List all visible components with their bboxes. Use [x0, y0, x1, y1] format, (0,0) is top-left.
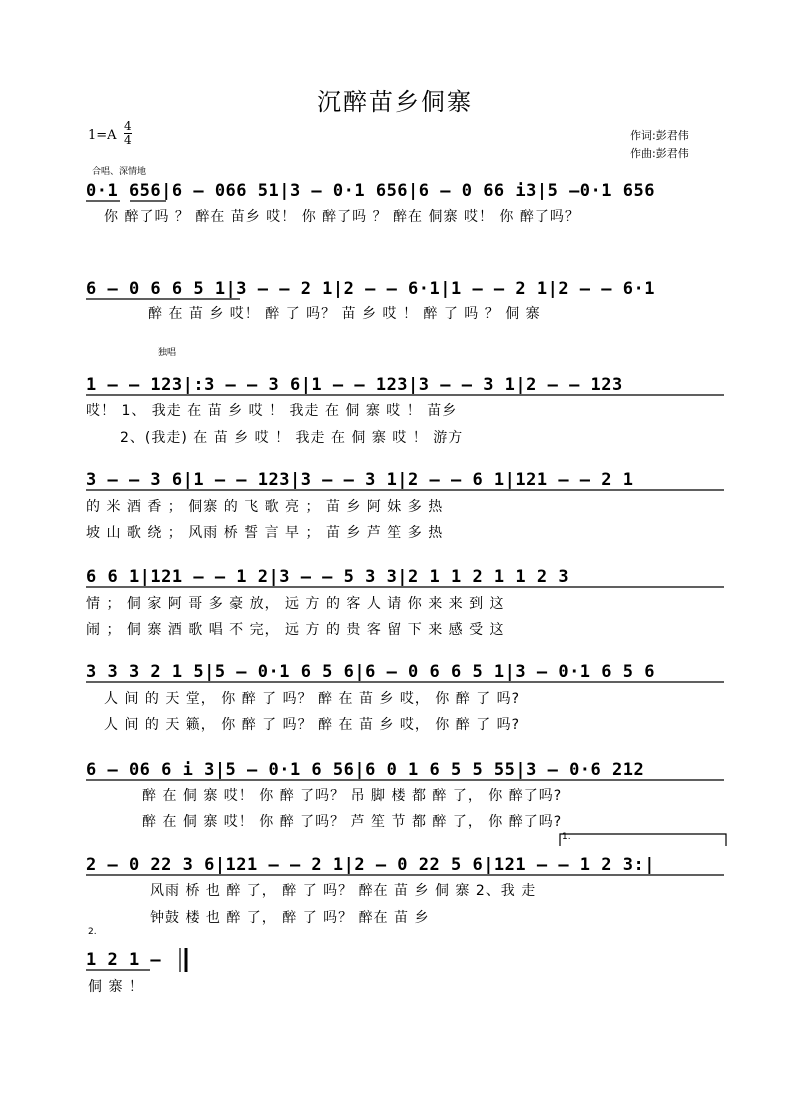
lyric-line-7-verse-1: 醉 在 侗 寨 哎！ 你 醉 了吗？ 吊 脚 楼 都 醉 了， 你 醉了吗?: [142, 788, 563, 804]
lyric-line-7-verse-2: 醉 在 侗 寨 哎！ 你 醉 了吗？ 芦 笙 节 都 醉 了， 你 醉了吗?: [142, 814, 563, 830]
lyric-line-5-verse-2: 闹 ； 侗 寨 酒 歌 唱 不 完， 远 方 的 贵 客 留 下 来 感 受 这: [86, 622, 505, 638]
lyric-line-1-verse-1: 你 醉了吗 ？ 醉在 苗乡 哎！ 你 醉了吗 ？ 醉在 侗寨 哎！ 你 醉了吗？: [104, 209, 580, 225]
notation-line-6: 3 3 3 2 1 5|5 – 0·1 6 5 6|6 – 0 6 6 5 1|3 – 0·1 6 5 6: [86, 662, 655, 682]
chorus-marking: 合唱、深情地: [92, 167, 147, 177]
lyric-line-4-verse-1: 的 米 酒 香 ； 侗寨 的 飞 歌 亮 ； 苗 乡 阿 妹 多 热: [86, 499, 444, 515]
solo-marking: 独唱: [158, 348, 177, 358]
first-ending-marking: 1.: [562, 832, 571, 842]
lyric-line-6-verse-1: 人 间 的 天 堂， 你 醉 了 吗？ 醉 在 苗 乡 哎， 你 醉 了 吗?: [104, 691, 521, 707]
notation-line-1: 0·1 656|6 – 066 51|3 – 0·1 656|6 – 0 66 i3|5 –0·1 656: [86, 181, 655, 201]
lyric-line-2-verse-1: 醉 在 苗 乡 哎！ 醉 了 吗？ 苗 乡 哎 ！ 醉 了 吗 ？ 侗 寨: [148, 306, 541, 322]
lyric-line-9-verse-1: 侗 寨 ！: [88, 979, 144, 995]
notation-line-7: 6 – 06 6 i 3|5 – 0·1 6 56|6 0 1 6 5 5 55|3 – 0·6 212: [86, 760, 645, 780]
notation-line-8: 2 – 0 22 3 6|121 – – 2 1|2 – 0 22 5 6|121 – – 1 2 3:|: [86, 855, 655, 875]
lyric-line-5-verse-1: 情 ； 侗 家 阿 哥 多 豪 放， 远 方 的 客 人 请 你 来 来 到 这: [86, 596, 505, 612]
lyricist-credit: 作词:彭君伟: [630, 129, 689, 142]
notation-line-9: 1 2 1 –: [86, 950, 162, 970]
composer-credit: 作曲:彭君伟: [630, 147, 689, 160]
lyric-line-3-verse-1: 哎！ 1、 我走 在 苗 乡 哎 ！ 我走 在 侗 寨 哎 ！ 苗乡: [86, 403, 458, 419]
time-signature-bottom: 4: [124, 133, 132, 147]
key-signature: 1=A: [88, 128, 117, 143]
notation-line-3: 1 – – 123|:3 – – 3 6|1 – – 123|3 – – 3 1|2 – – 123: [86, 375, 623, 395]
song-title: 沉醉苗乡侗寨: [317, 88, 473, 116]
notation-line-4: 3 – – 3 6|1 – – 123|3 – – 3 1|2 – – 6 1|121 – – 2 1: [86, 470, 634, 490]
lyric-line-6-verse-2: 人 间 的 天 籁， 你 醉 了 吗？ 醉 在 苗 乡 哎， 你 醉 了 吗?: [104, 717, 521, 733]
notation-line-2: 6 – 0 6 6 5 1|3 – – 2 1|2 – – 6·1|1 – – 2 1|2 – – 6·1: [86, 279, 655, 299]
second-ending-marking: 2.: [88, 927, 97, 937]
lyric-line-8-verse-2: 钟鼓 楼 也 醉 了， 醉 了 吗？ 醉在 苗 乡: [150, 910, 430, 926]
lyric-line-3-verse-2: 2、(我走) 在 苗 乡 哎 ！ 我走 在 侗 寨 哎 ！ 游方: [120, 430, 464, 446]
time-signature-top: 4: [124, 119, 132, 133]
lyric-line-8-verse-1: 风雨 桥 也 醉 了， 醉 了 吗？ 醉在 苗 乡 侗 寨 2、我 走: [150, 883, 537, 899]
notation-line-5: 6 6 1|121 – – 1 2|3 – – 5 3 3|2 1 1 2 1 1 2 3: [86, 567, 570, 587]
lyric-line-4-verse-2: 坡 山 歌 绕 ； 风雨 桥 誓 言 早 ； 苗 乡 芦 笙 多 热: [86, 525, 444, 541]
